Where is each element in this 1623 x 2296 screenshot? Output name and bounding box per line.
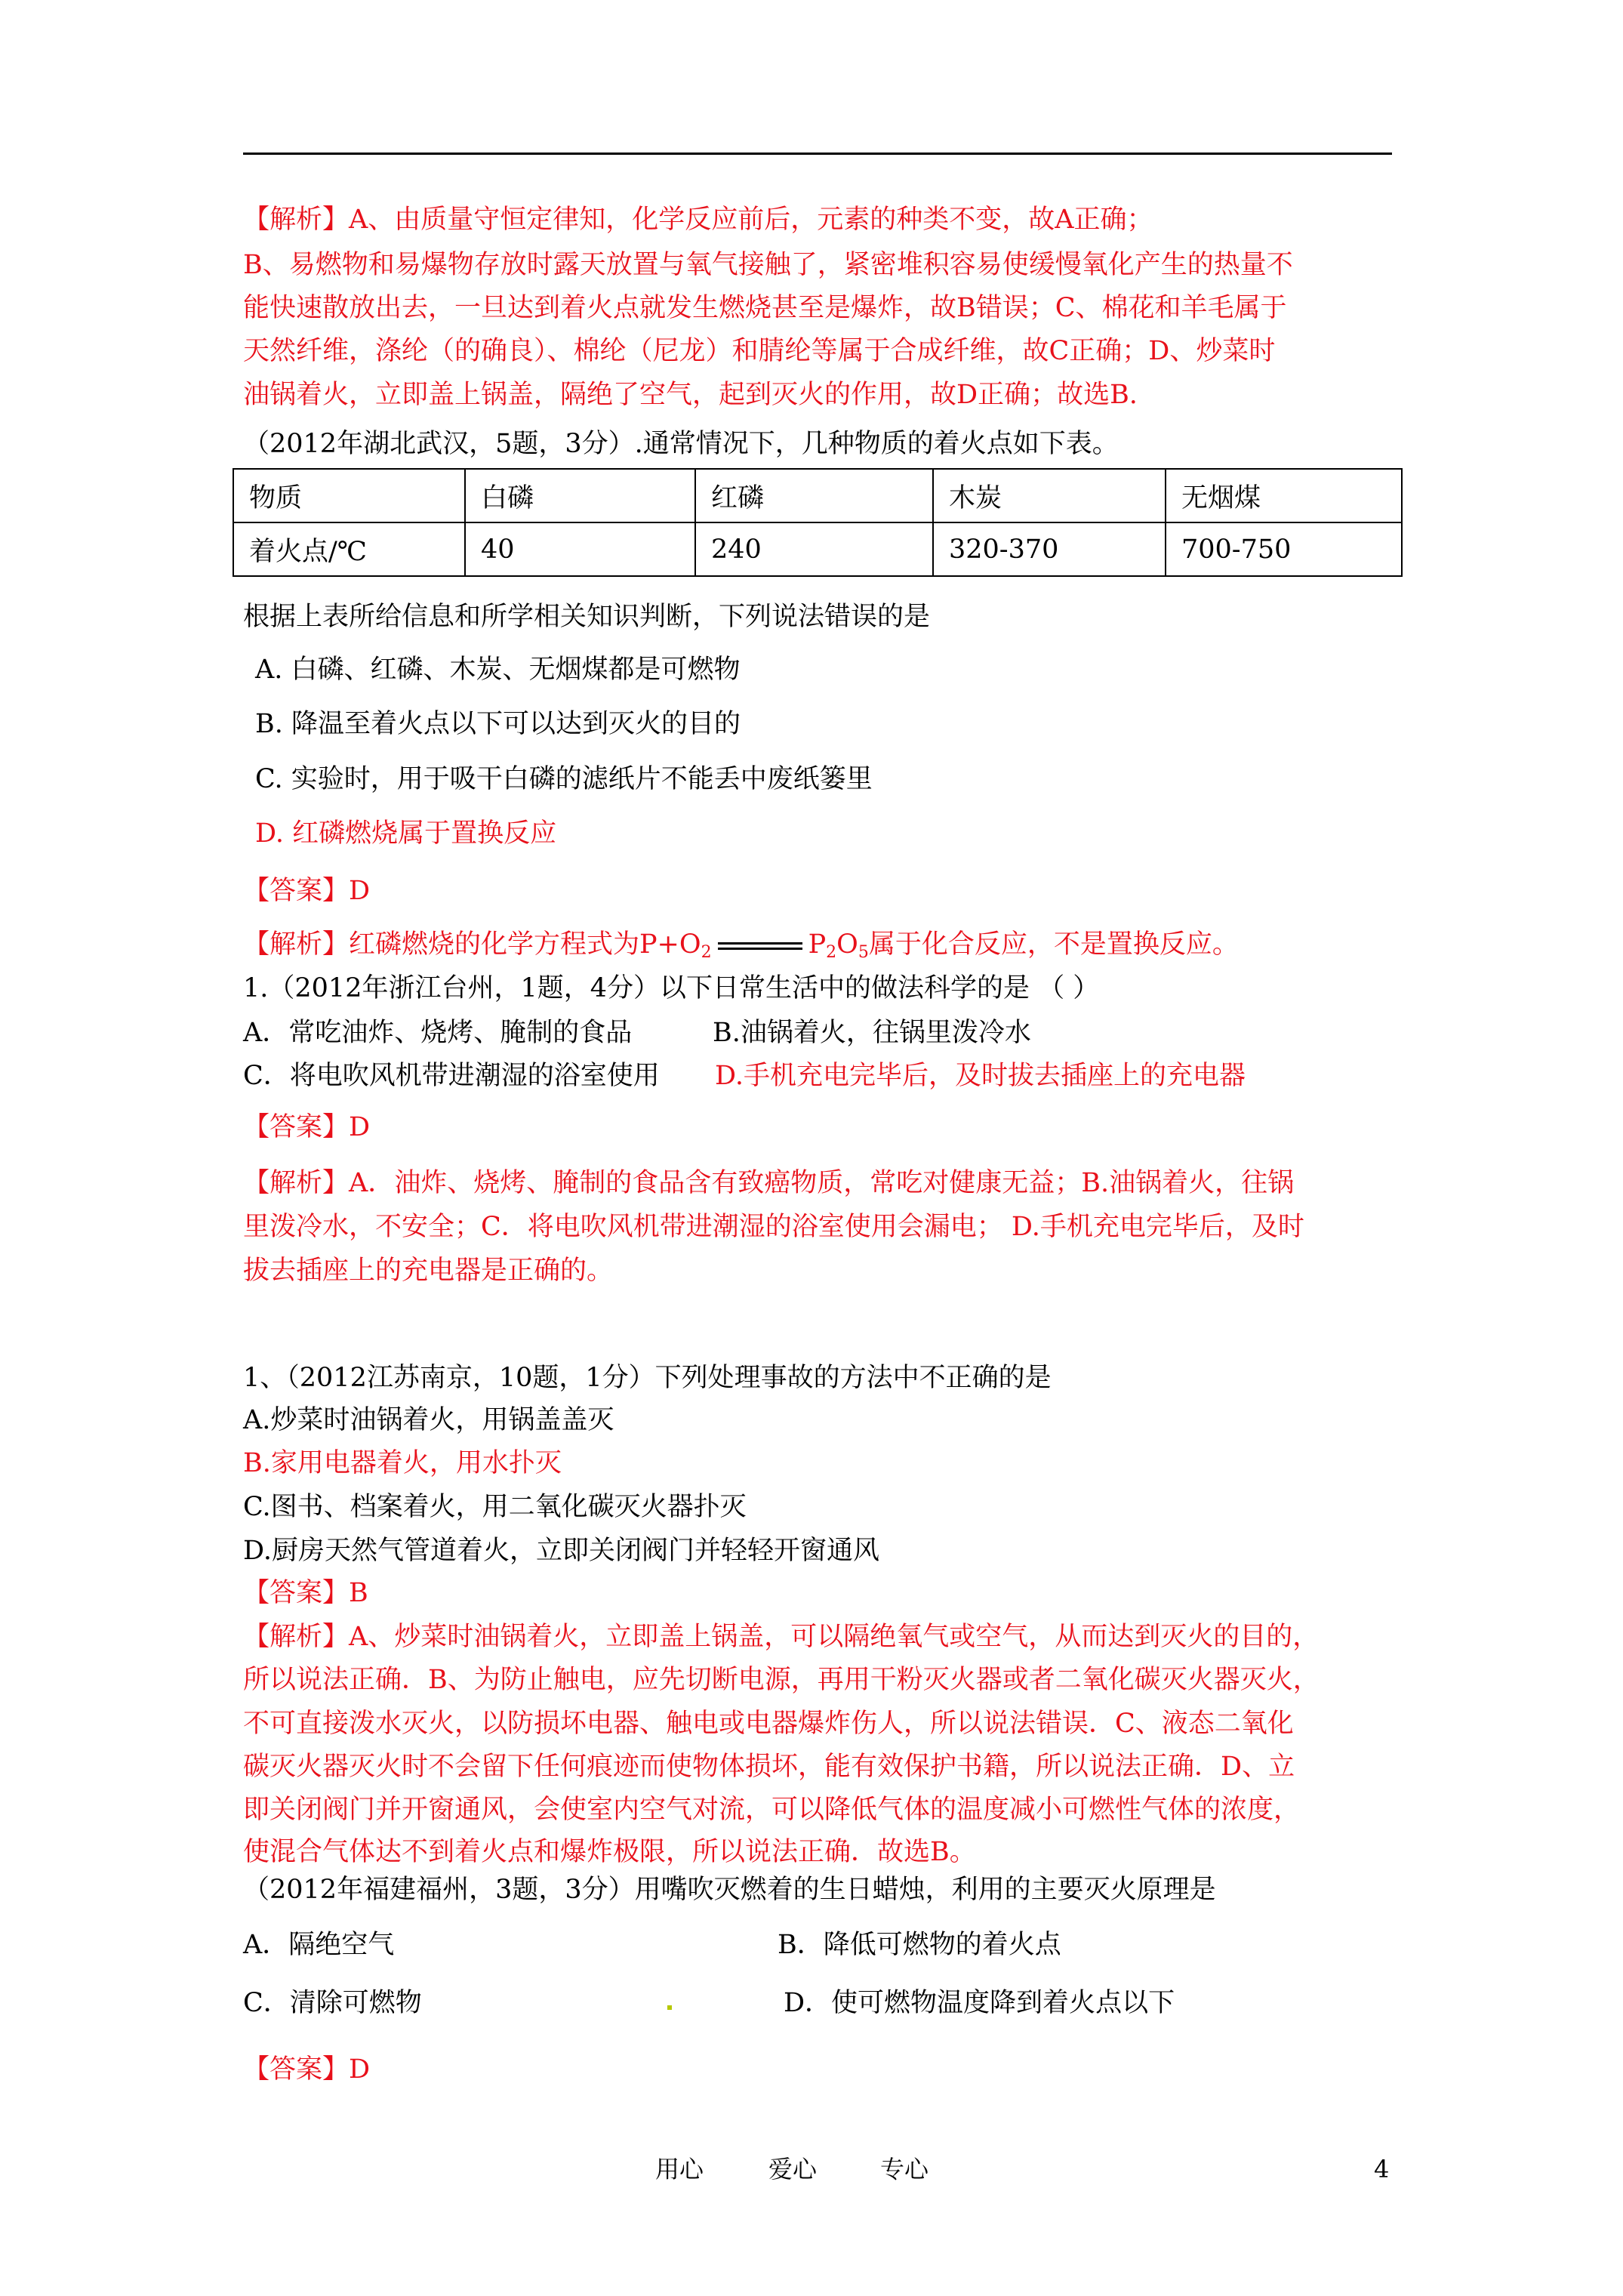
analysis-text: O bbox=[836, 929, 858, 960]
analysis-line: 拔去插座上的充电器是正确的。 bbox=[243, 1256, 614, 1286]
option-d: D.厨房天然气管道着火，立即关闭阀门并轻轻开窗通风 bbox=[243, 1536, 879, 1566]
analysis-text: 属于化合反应，不是置换反应。 bbox=[868, 929, 1239, 960]
analysis-line: 即关闭阀门并开窗通风，会使室内空气对流，可以降低气体的温度减小可燃性气体的浓度， bbox=[243, 1795, 1301, 1825]
analysis-line: 使混合气体达不到着火点和爆炸极限，所以说法正确．故选B。 bbox=[243, 1837, 976, 1867]
page-number: 4 bbox=[1374, 2155, 1390, 2184]
table-cell: 着火点/℃ bbox=[233, 522, 465, 576]
analysis-line: 能快速散放出去，一旦达到着火点就发生燃烧甚至是爆炸，故B错误；C、棉花和羊毛属于 bbox=[243, 293, 1287, 323]
question-stem: （2012年福建福州，3题，3分）用嘴吹灭燃着的生日蜡烛，利用的主要灭火原理是 bbox=[243, 1875, 1216, 1905]
equation-sign bbox=[718, 942, 802, 950]
answer: 【答案】B bbox=[243, 1578, 368, 1608]
table-row bbox=[233, 522, 1402, 576]
subscript: 5 bbox=[858, 943, 869, 962]
table-cell: 320-370 bbox=[933, 522, 1166, 576]
analysis-line: 油锅着火，立即盖上锅盖，隔绝了空气，起到灭火的作用，故D正确；故选B. bbox=[243, 380, 1138, 410]
analysis-line: 【解析】A、炒菜时油锅着火，立即盖上锅盖，可以隔绝氧气或空气，从而达到灭火的目的， bbox=[243, 1622, 1320, 1652]
analysis-line: 【解析】A．油炸、烧烤、腌制的食品含有致癌物质，常吃对健康无益；B.油锅着火，往锅 bbox=[243, 1168, 1295, 1198]
question-stem: 1、（2012江苏南京，10题，1分）下列处理事故的方法中不正确的是 bbox=[243, 1363, 1052, 1393]
footer-slogan: 专心 bbox=[880, 2155, 929, 2184]
analysis-line: B、易燃物和易爆物存放时露天放置与氧气接触了，紧密堆积容易使缓慢氧化产生的热量不 bbox=[243, 250, 1293, 280]
answer: 【答案】D bbox=[243, 876, 371, 906]
analysis-text: 【解析】红磷燃烧的化学方程式为P+O bbox=[243, 929, 701, 960]
subscript: 2 bbox=[701, 943, 712, 962]
analysis-line: 碳灭火器灭火时不会留下任何痕迹而使物体损坏，能有效保护书籍，所以说法正确．D、立 bbox=[243, 1752, 1295, 1782]
analysis-line: 【解析】A、由质量守恒定律知，化学反应前后，元素的种类不变，故A正确； bbox=[243, 205, 1153, 235]
question-stem: （2012年湖北武汉，5题，3分）.通常情况下，几种物质的着火点如下表。 bbox=[243, 429, 1119, 459]
answer: 【答案】D bbox=[243, 2054, 371, 2085]
table-cell: 240 bbox=[695, 522, 933, 576]
option-a: A. 白磷、红磷、木炭、无烟煤都是可燃物 bbox=[255, 655, 741, 685]
option-a: A．常吃油炸、烧烤、腌制的食品 bbox=[243, 1018, 633, 1048]
analysis-line: 里泼冷水，不安全；C．将电吹风机带进潮湿的浴室使用会漏电； D.手机充电完毕后，及时 bbox=[243, 1212, 1304, 1242]
table-cell: 白磷 bbox=[465, 469, 695, 522]
option-c: C．将电吹风机带进潮湿的浴室使用 bbox=[243, 1061, 660, 1091]
option-b: B. 降温至着火点以下可以达到灭火的目的 bbox=[255, 709, 741, 739]
option-c: C．清除可燃物 bbox=[243, 1988, 422, 2018]
option-b: B.油锅着火，往锅里泼冷水 bbox=[713, 1018, 1031, 1048]
analysis-equation bbox=[243, 929, 1239, 969]
analysis-text: P bbox=[808, 929, 827, 960]
answer: 【答案】D bbox=[243, 1112, 371, 1142]
option-c: C. 实验时，用于吸干白磷的滤纸片不能丢中废纸篓里 bbox=[255, 764, 873, 794]
option-d: D. 红磷燃烧属于置换反应 bbox=[255, 818, 557, 849]
stray-mark bbox=[667, 2005, 672, 2010]
table-cell: 红磷 bbox=[695, 469, 933, 522]
header-rule bbox=[243, 153, 1392, 155]
question-text: 根据上表所给信息和所学相关知识判断，下列说法错误的是 bbox=[243, 602, 931, 632]
question-stem: 1.（2012年浙江台州，1题，4分）以下日常生活中的做法科学的是 （ ） bbox=[243, 973, 1100, 1003]
option-d: D．使可燃物温度降到着火点以下 bbox=[784, 1988, 1175, 2018]
table-row bbox=[233, 469, 1402, 522]
table-cell: 无烟煤 bbox=[1166, 469, 1402, 522]
table-cell: 木炭 bbox=[933, 469, 1166, 522]
table-cell: 40 bbox=[465, 522, 695, 576]
option-d: D.手机充电完毕后，及时拔去插座上的充电器 bbox=[715, 1061, 1246, 1091]
option-b: B.家用电器着火，用水扑灭 bbox=[243, 1448, 562, 1478]
table-cell: 700-750 bbox=[1166, 522, 1402, 576]
ignition-point-table bbox=[233, 468, 1403, 577]
analysis-line: 所以说法正确．B、为防止触电，应先切断电源，再用干粉灭火器或者二氧化碳灭火器灭火， bbox=[243, 1665, 1320, 1695]
option-a: A．隔绝空气 bbox=[243, 1930, 395, 1960]
footer-slogan: 爱心 bbox=[768, 2155, 818, 2184]
option-b: B．降低可燃物的着火点 bbox=[778, 1930, 1061, 1960]
table-cell: 物质 bbox=[233, 469, 465, 522]
option-c: C.图书、档案着火，用二氧化碳灭火器扑灭 bbox=[243, 1492, 747, 1522]
option-a: A.炒菜时油锅着火，用锅盖盖灭 bbox=[243, 1405, 614, 1435]
analysis-line: 天然纤维，涤纶（的确良）、棉纶（尼龙）和腈纶等属于合成纤维，故C正确；D、炒菜时 bbox=[243, 336, 1276, 366]
subscript: 2 bbox=[826, 943, 837, 962]
footer-slogan: 用心 bbox=[655, 2155, 704, 2184]
analysis-line: 不可直接泼水灭火，以防损坏电器、触电或电器爆炸伤人，所以说法错误．C、液态二氧化 bbox=[243, 1709, 1294, 1739]
